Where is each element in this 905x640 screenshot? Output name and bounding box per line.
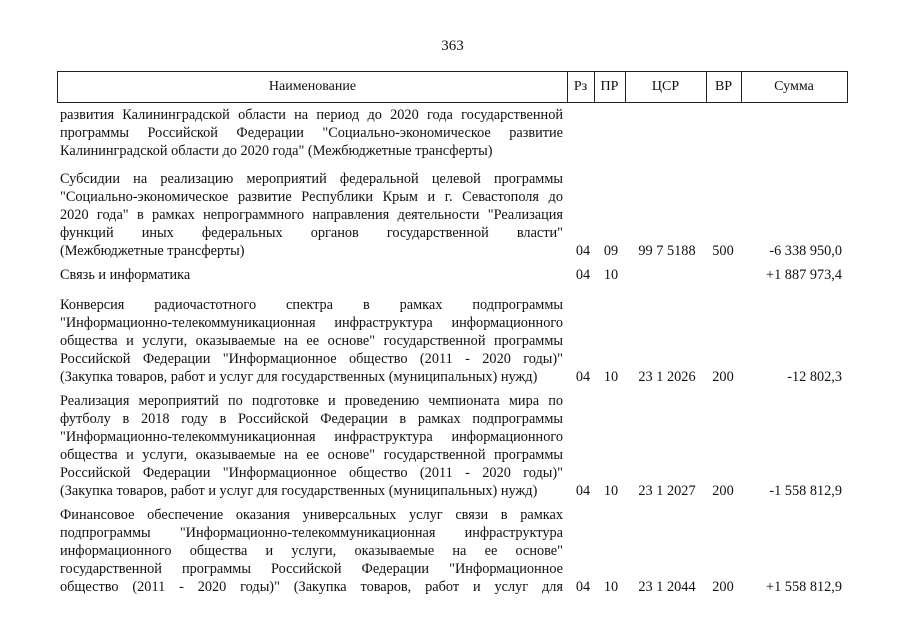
description-line: (Закупка товаров, работ и услуг для государственных (муниципальных) нужд) (60, 369, 538, 385)
description-line: общество (2011 - 2020 годы)" (Закупка товаров, работ и услуг для (60, 579, 563, 595)
description-line: 2020 года" в рамках непрограммного направления деятельности "Реализация (60, 207, 563, 223)
description-line: Финансовое обеспечение оказания универсальных услуг связи в рамках (60, 507, 563, 523)
header-vr: ВР (706, 71, 742, 103)
description-line: "Социально-экономическое развитие Республики Крым и г. Севастополя до (60, 189, 563, 205)
description-line: (Межбюджетные трансферты) (60, 243, 245, 259)
row-description (60, 296, 563, 386)
header-sum: Сумма (741, 71, 848, 103)
row-vr: 500 (712, 243, 734, 259)
description-line: развития Калининградской области на период до 2020 года государственной (60, 107, 563, 123)
header-pr: ПР (594, 71, 626, 103)
row-vr: 200 (712, 369, 734, 385)
row-description (60, 506, 563, 596)
row-vr: 200 (712, 483, 734, 499)
row-rz: 04 (575, 483, 591, 499)
description-line: государственной программы Российской Федерации "Информационное (60, 561, 563, 577)
description-line: Российской Федерации "Информационное общество (2011 - 2020 годы)" (60, 465, 563, 481)
row-csr: 23 1 2026 (638, 369, 696, 385)
description-line: "Информационно-телекоммуникационная инфраструктура информационного (60, 429, 563, 445)
row-rz: 04 (575, 267, 591, 283)
row-sum: +1 887 973,4 (766, 267, 842, 283)
row-vr: 200 (712, 579, 734, 595)
row-rz: 04 (575, 243, 591, 259)
row-pr: 10 (603, 267, 619, 283)
description-line: общества и услуги, оказываемые на ее основе" государственной программы (60, 447, 563, 463)
row-csr: 23 1 2027 (638, 483, 696, 499)
description-line: общества и услуги, оказываемые на ее основе" государственной программы (60, 333, 563, 349)
description-line: футболу в 2018 году в Российской Федерации в рамках подпрограммы (60, 411, 563, 427)
row-description (60, 266, 563, 284)
page-number: 363 (441, 38, 464, 54)
row-rz: 04 (575, 369, 591, 385)
row-csr: 99 7 5188 (638, 243, 696, 259)
description-line: Российской Федерации "Информационное общество (2011 - 2020 годы)" (60, 351, 563, 367)
description-line: информационного общества и услуги, оказываемые на ее основе" (60, 543, 563, 559)
description-line: (Закупка товаров, работ и услуг для государственных (муниципальных) нужд) (60, 483, 538, 499)
description-line: Реализация мероприятий по подготовке и проведению чемпионата мира по (60, 393, 563, 409)
header-name: Наименование (57, 71, 568, 103)
header-rz: Рз (567, 71, 595, 103)
description-line: подпрограммы "Информационно-телекоммуникационная инфраструктура (60, 525, 563, 541)
description-line: функций иных федеральных органов государственной власти" (60, 225, 563, 241)
row-sum: -1 558 812,9 (769, 483, 842, 499)
row-pr: 10 (603, 369, 619, 385)
row-pr: 10 (603, 483, 619, 499)
row-pr: 09 (603, 243, 619, 259)
row-csr: 23 1 2044 (638, 579, 696, 595)
row-description (60, 106, 563, 160)
description-line: Связь и информатика (60, 267, 191, 283)
row-pr: 10 (603, 579, 619, 595)
description-line: Калининградской области до 2020 года" (Межбюджетные трансферты) (60, 143, 493, 159)
header-csr: ЦСР (625, 71, 707, 103)
row-sum: -6 338 950,0 (769, 243, 842, 259)
row-rz: 04 (575, 579, 591, 595)
row-description (60, 170, 563, 260)
row-description (60, 392, 563, 500)
description-line: программы Российской Федерации "Социально-экономическое развитие (60, 125, 563, 141)
description-line: Субсидии на реализацию мероприятий федеральной целевой программы (60, 171, 563, 187)
description-line: "Информационно-телекоммуникационная инфраструктура информационного (60, 315, 563, 331)
row-sum: -12 802,3 (787, 369, 842, 385)
row-sum: +1 558 812,9 (766, 579, 842, 595)
description-line: Конверсия радиочастотного спектра в рамках подпрограммы (60, 297, 563, 313)
